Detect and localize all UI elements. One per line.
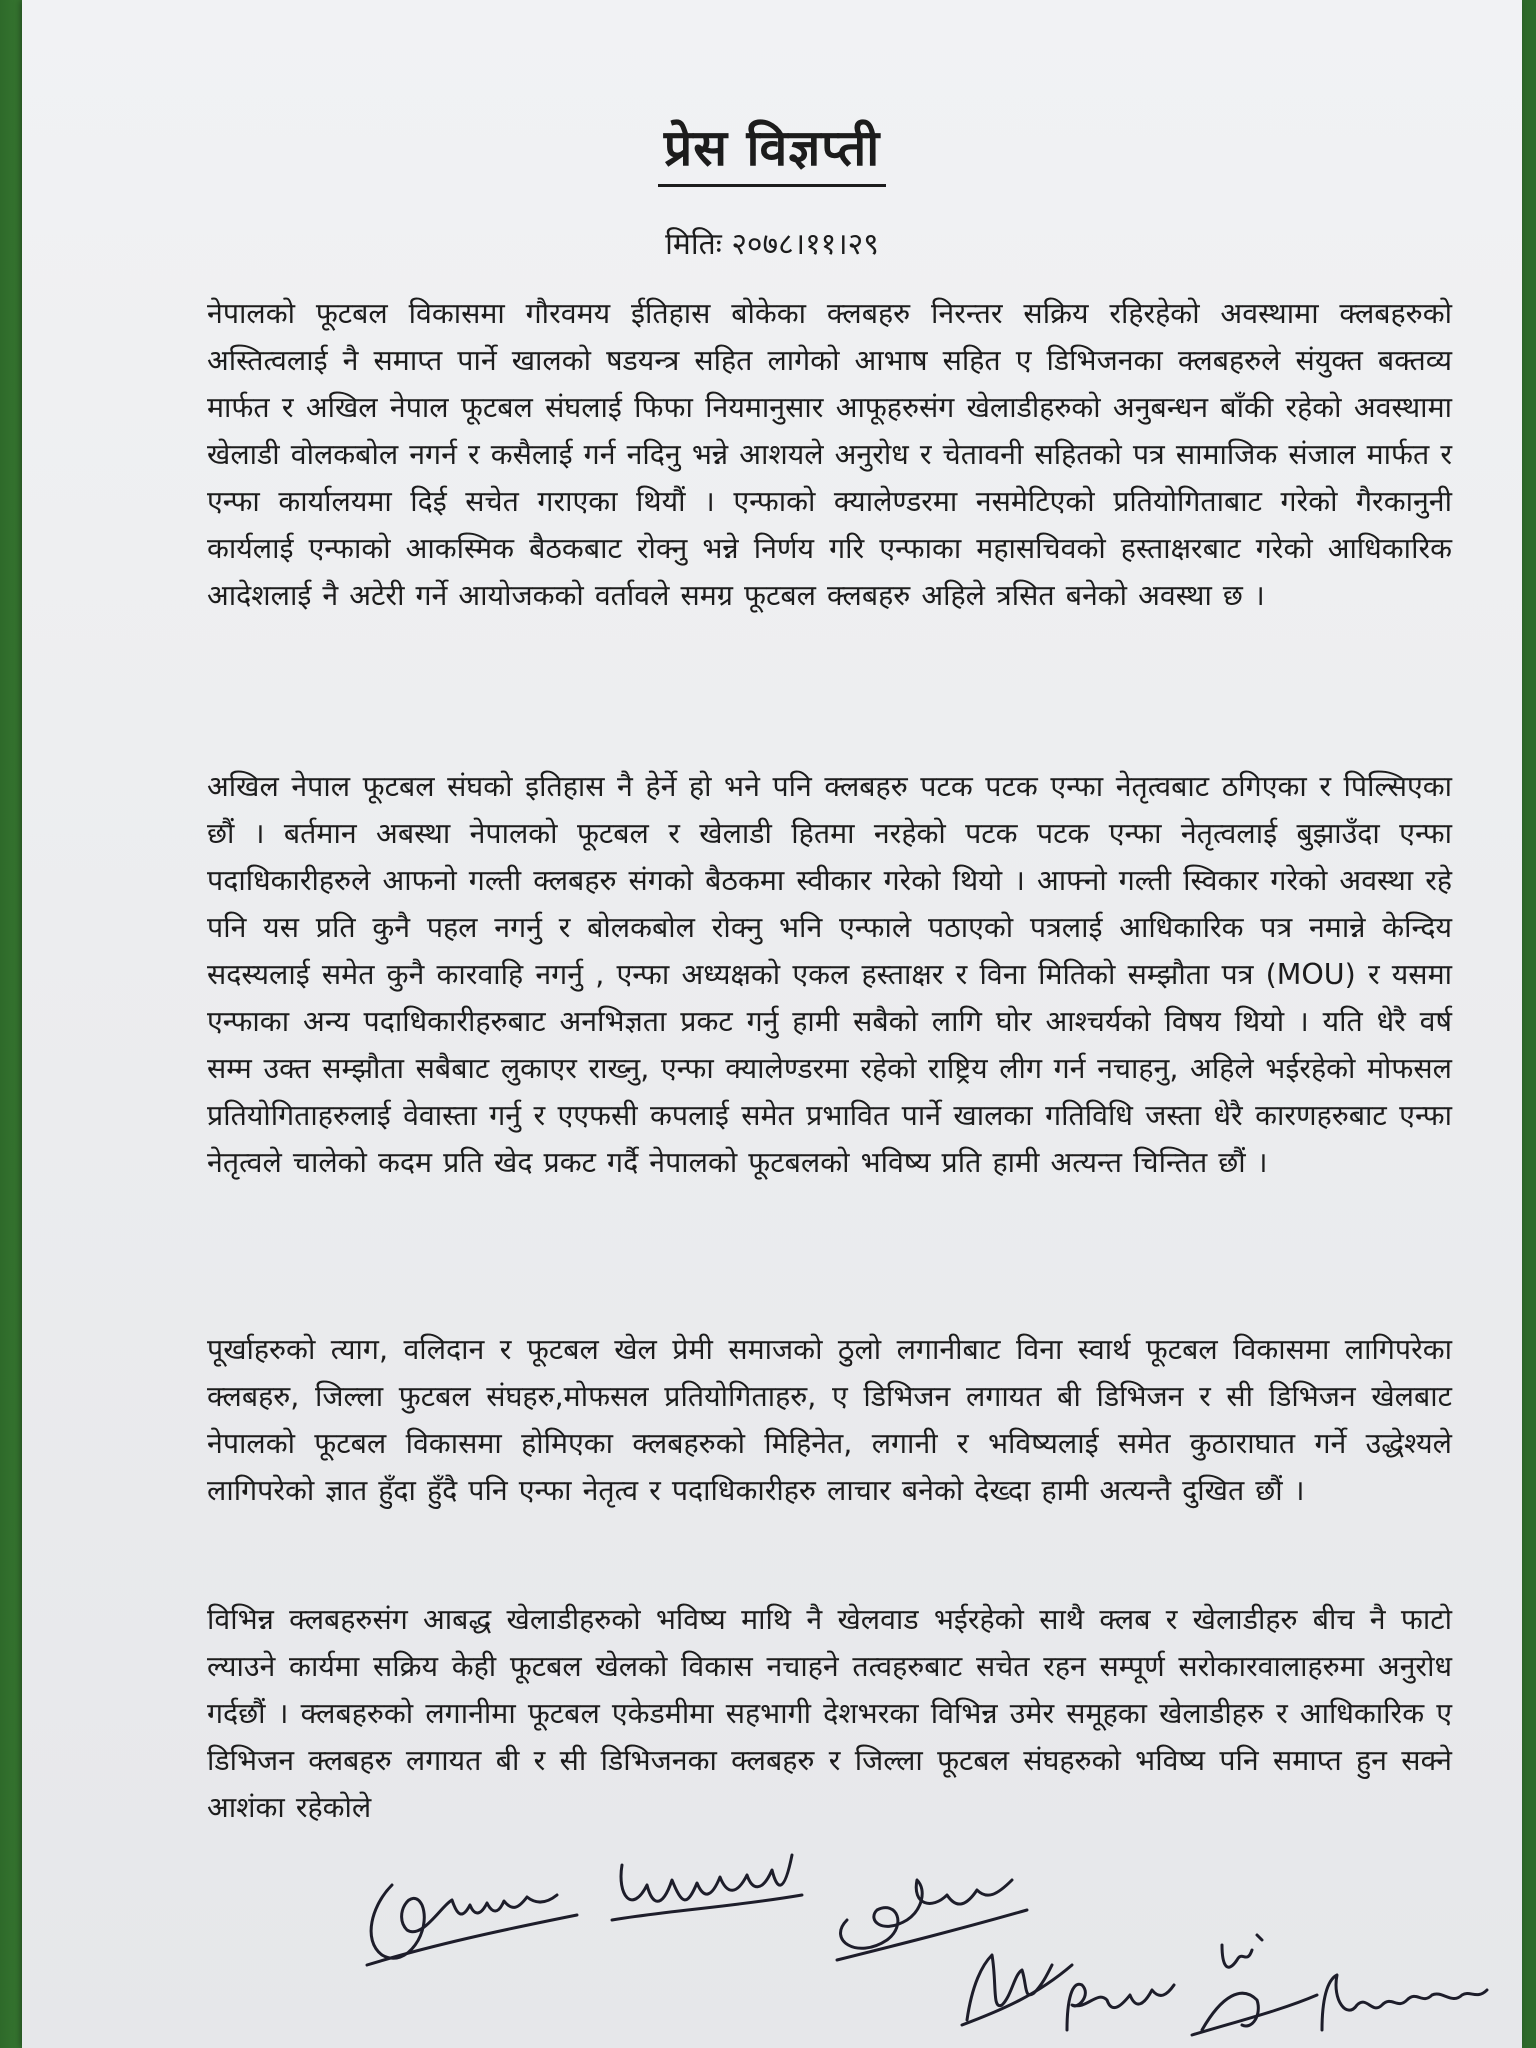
signature-5	[1052, 1960, 1182, 2040]
paragraph-2: अखिल नेपाल फूटबल संघको इतिहास नै हेर्ने हो भने पनि क्लबहरु पटक पटक एन्फा नेतृत्वबाट ठगिएका र पिल्सिएका छौं । बर्तमान अबस्था नेपालको फूटबल र खेलाडी हितमा नरहेको पटक पटक एन्फा नेतृत्वलाई बुझाउँदा एन्फा पदाधिकारीहरुले आफनो गल्ती क्लबहरु संगको बैठकमा स्वीकार गरेको थियो । आफ्नो गल्ती स्विकार गरेको अवस्था रहे पनि यस प्रति कुनै पहल नगर्नु र बोलकबोल रोक्नु भनि एन्फाले पठाएको पत्रलाई आधिकारिक पत्र नमान्ने केन्दिय सदस्यलाई समेत कुनै कारवाहि नगर्नु , एन्फा अध्यक्षको एकल हस्ताक्षर र विना मितिको सम्झौता पत्र (MOU) र यसमा एन्फाका अन्य पदाधिकारीहरुबाट अनभिज्ञता प्रकट गर्नु हामी सबैको लागि घोर आश्चर्यको विषय थियो । यति धेरै वर्ष सम्म उक्त सम्झौता सबैबाट लुकाएर राख्नु, एन्फा क्यालेण्डरमा रहेको राष्ट्रिय लीग गर्न नचाहनु, अहिले भईरहेको मोफसल प्रतियोगिताहरुलाई वेवास्ता गर्नु र एएफसी कपलाई समेत प्रभावित पार्ने खालका गतिविधि जस्ता धेरै कारणहरुबाट एन्फा नेतृत्वले चालेको कदम प्रति खेद प्रकट गर्दै नेपालको फूटबलको भविष्य प्रति हामी अत्यन्त चिन्तित छौं ।	[207, 770, 1453, 1179]
document-title-text: प्रेस विज्ञप्ती	[658, 112, 886, 187]
signature-block	[352, 1835, 1492, 2048]
paragraph-1: नेपालको फूटबल विकासमा गौरवमय ईतिहास बोकेका क्लबहरु निरन्तर सक्रिय रहिरहेको अवस्थामा क्लबहरुको अस्तित्वलाई नै समाप्त पार्ने खालको षडयन्त्र सहित लागेको आभाष सहित ए डिभिजनका क्लबहरुले संयुक्त बक्तव्य मार्फत र अखिल नेपाल फूटबल संघलाई फिफा नियमानुसार आफूहरुसंग खेलाडीहरुको अनुबन्धन बाँकी रहेको अवस्थामा खेलाडी वोलकबोल नगर्न र कसैलाई गर्न नदिनु भन्ने आशयले अनुरोध र चेतावनी सहितको पत्र सामाजिक संजाल मार्फत र एन्फा कार्यालयमा दिई सचेत गराएका थियौं । एन्फाको क्यालेण्डरमा नसमेटिएको प्रतियोगिताबाट गरेको गैरकानुनी कार्यलाई एन्फाको आकस्मिक बैठकबाट रोक्नु भन्ने निर्णय गरि एन्फाका महासचिवको हस्ताक्षरबाट गरेको आधिकारिक आदेशलाई नै अटेरी गर्ने आयोजकको वर्तावले समग्र फूटबल क्लबहरु अहिले त्रसित बनेको अवस्था छ ।	[207, 297, 1452, 612]
document-date: मितिः २०७८।११।२९	[665, 227, 879, 262]
document-title	[22, 112, 1522, 187]
signature-7	[1302, 1960, 1492, 2045]
signature-1	[352, 1845, 592, 1975]
signature-6	[1182, 1915, 1322, 2045]
signature-2	[602, 1835, 812, 1945]
paragraph-3: पूर्खाहरुको त्याग, वलिदान र फूटबल खेल प्रेमी समाजको ठुलो लगानीबाट विना स्वार्थ फूटबल विकासमा लागिपरेका क्लबहरु, जिल्ला फुटबल संघहरु,मोफसल प्रतियोगिताहरु, ए डिभिजन लगायत बी डिभिजन र सी डिभिजन खेलबाट नेपालको फूटबल विकासमा होमिएका क्लबहरुको मिहिनेत, लगानी र भविष्यलाई समेत कुठाराघात गर्ने उद्धेश्यले लागिपरेको ज्ञात हुँदा हुँदै पनि एन्फा नेतृत्व र पदाधिकारीहरु लाचार बनेको देख्दा हामी अत्यन्तै दुखित छौं ।	[207, 1333, 1452, 1507]
paragraph-4: विभिन्न क्लबहरुसंग आबद्ध खेलाडीहरुको भविष्य माथि नै खेलवाड भईरहेको साथै क्लब र खेलाडीहरु बीच नै फाटो ल्याउने कार्यमा सक्रिय केही फूटबल खेलको विकास नचाहने तत्वहरुबाट सचेत रहन सम्पूर्ण सरोकारवालाहरुमा अनुरोध गर्दछौं । क्लबहरुको लगानीमा फूटबल एकेडमीमा सहभागी देशभरका विभिन्न उमेर समूहका खेलाडीहरु र आधिकारिक ए डिभिजन क्लबहरु लगायत बी र सी डिभिजनका क्लबहरु र जिल्ला फूटबल संघहरुको भविष्य पनि समाप्त हुन सक्ने आशंका रहेकोले	[207, 1603, 1452, 1824]
press-release-page	[22, 0, 1522, 2048]
